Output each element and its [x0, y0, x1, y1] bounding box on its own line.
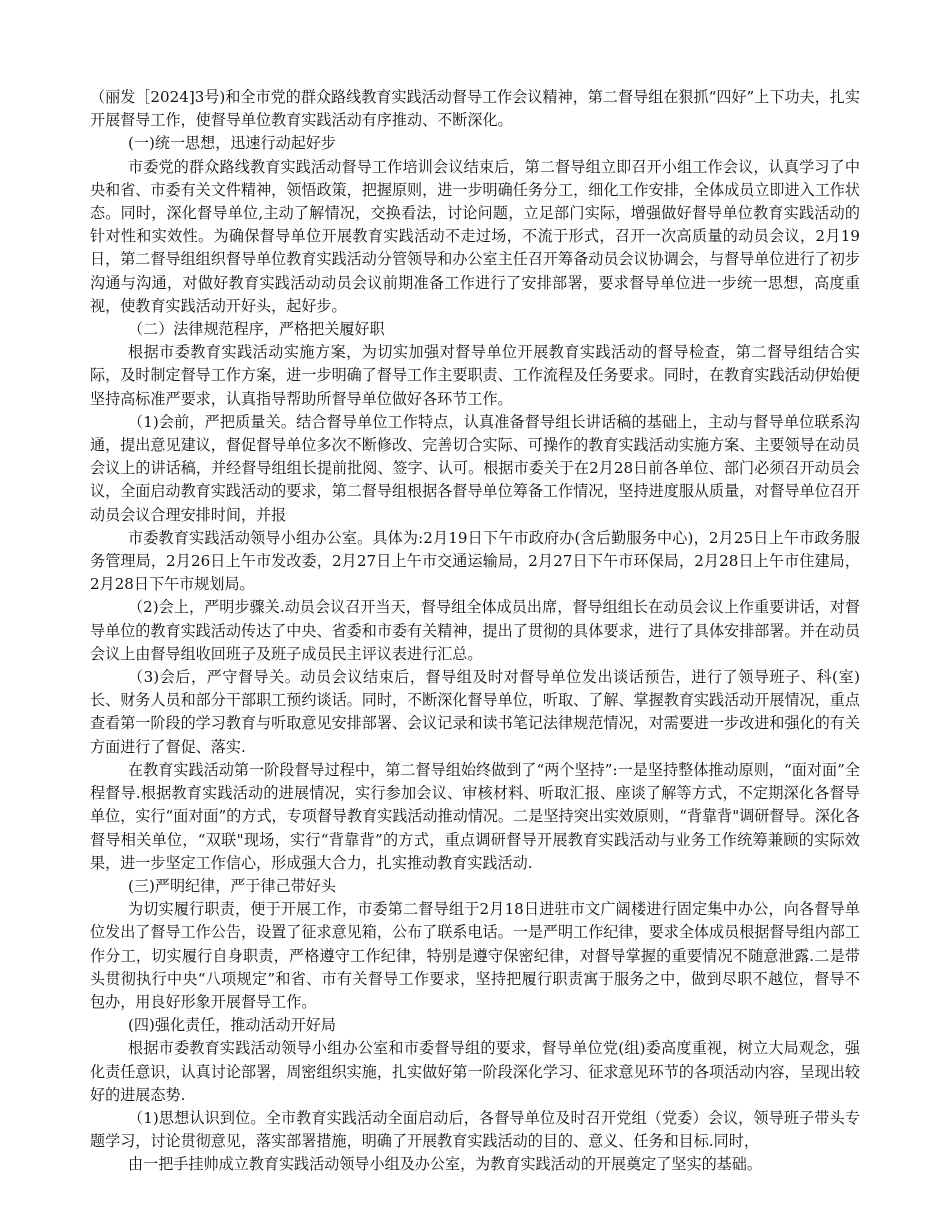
section-heading-1: (一)统一思想，迅速行动起好步	[128, 134, 336, 153]
paragraph: 根据市委教育实践活动实施方案，为切实加强对督导单位开展教育实践活动的督导检查，第二督导组结合实际，及时制定督导工作方案，进一步明确了督导工作主要职责、工作流程及任务要求。同时，在教育实践活动伊始便坚持高标准严要求，认真指导帮助所督导单位做好各环节工作。	[90, 343, 860, 408]
section-heading-2: （二）法律规范程序，严格把关履好职	[128, 320, 385, 339]
paragraph: （1)思想认识到位。全市教育实践活动全面启动后，各督导单位及时召开党组（党委）会议，领导班子带头专题学习，讨论贯彻意见，落实部署措施，明确了开展教育实践活动的目的、意义、任务和目标.同时，	[90, 1108, 860, 1151]
section-heading-3: (三)严明纪律，严于律己带好头	[128, 876, 336, 895]
paragraph: 为切实履行职责，便于开展工作，市委第二督导组于2月18日进驻市文广阔楼进行固定集中办公，向各督导单位发出了督导工作公告，设置了征求意见箱，公布了联系电话。一是严明工作纪律，要求全体成员根据督导组内部工作分工，切实履行自身职责，严格遵守工作纪律，特别是遵守保密纪律，对督导掌握的重要情况不随意泄露.二是带头贯彻执行中央“八项规定”和省、市有关督导工作要求，坚持把履行职责寓于服务之中，做到尽职不越位，督导不包办，用良好形象开展督导工作。	[90, 900, 860, 1011]
paragraph: 在教育实践活动第一阶段督导过程中，第二督导组始终做到了“两个坚持”:一是坚持整体推动原则，“面对面”全程督导.根据教育实践活动的进展情况，实行参加会议、审核材料、听取汇报、座谈了解等方式，不定期深化各督导单位，实行“面对面”的方式，专项督导教育实践活动推动情况。二是坚持突出实效原则，“背靠背"调研督导。深化各督导相关单位，“双联"现场，实行“背靠背”的方式，重点调研督导开展教育实践活动与业务工作统筹兼顾的实际效果，进一步坚定工作信心，形成强大合力，扎实推动教育实践活动.	[90, 760, 860, 872]
paragraph: （1)会前，严把质量关。结合督导单位工作特点，认真准备督导组长讲话稿的基础上，主动与督导单位联系沟通，提出意见建议，督促督导单位多次不断修改、完善切合实际、可操作的教育实践活动实施方案、主要领导在动员会议上的讲话稿，并经督导组组长提前批阅、签字、认可。根据市委关于在2月28日前各单位、部门必须召开动员会议，全面启动教育实践活动的要求，第二督导组根据各督导单位筹备工作情况，坚持进度服从质量，对督导单位召开动员会议合理安排时间，并报	[90, 412, 860, 524]
section-heading-4: (四)强化责任，推动活动开好局	[128, 1016, 336, 1035]
paragraph-intro: （丽发［2024]3号)和全市党的群众路线教育实践活动督导工作会议精神，第二督导组在狠抓“四好”上下功夫，扎实开展督导工作，使督导单位教育实践活动有序推动、不断深化。	[90, 88, 860, 130]
paragraph: 市委教育实践活动领导小组办公室。具体为:2月19日下午市政府办(含后勤服务中心)，2月25日上午市政务服务管理局，2月26日上午市发改委，2月27日上午市交通运输局，2月27日下午市环保局，2月28日上午市住建局，2月28日下午市规划局。	[90, 528, 860, 594]
paragraph: 市委党的群众路线教育实践活动督导工作培训会议结束后，第二督导组立即召开小组工作会议，认真学习了中央和省、市委有关文件精神，领悟政策，把握原则，进一步明确任务分工，细化工作安排，全体成员立即进入工作状态。同时，深化督导单位,主动了解情况，交换看法，讨论问题，立足部门实际，增强做好督导单位教育实践活动的针对性和实效性。为确保督导单位开展教育实践活动不走过场，不流于形式，召开一次高质量的动员会议，2月19日，第二督导组组织督导单位教育实践活动分管领导和办公室主任召开筹备动员会议协调会，与督导单位进行了初步沟通与沟通，对做好教育实践活动动员会议前期准备工作进行了安排部署，要求督导单位进一步统一思想，高度重视，使教育实践活动开好头，起好步。	[90, 157, 860, 315]
document-body	[90, 86, 860, 1177]
paragraph: （3)会后，严守督导关。动员会议结束后，督导组及时对督导单位发出谈话预告，进行了领导班子、科(室)长、财务人员和部分干部职工预约谈话。同时，不断深化督导单位，听取、了解、掌握教育实践活动开展情况，重点查看第一阶段的学习教育与听取意见安排部署、会议记录和读书笔记法律规范情况，对需要进一步改进和强化的有关方面进行了督促、落实.	[90, 668, 860, 756]
paragraph: 由一把手挂帅成立教育实践活动领导小组及办公室，为教育实践活动的开展奠定了坚实的基础。	[128, 1155, 762, 1174]
paragraph: 根据市委教育实践活动领导小组办公室和市委督导组的要求，督导单位党(组)委高度重视，树立大局观念，强化责任意识，认真讨论部署，周密组织实施，扎实做好第一阶段深化学习、征求意见环节的各项活动内容，呈现出较好的进展态势.	[90, 1039, 860, 1104]
paragraph: （2)会上，严明步骤关.动员会议召开当天，督导组全体成员出席，督导组组长在动员会议上作重要讲话，对督导单位的教育实践活动传达了中央、省委和市委有关精神，提出了贯彻的具体要求，进行了具体安排部署。并在动员会议上由督导组收回班子及班子成员民主评议表进行汇总。	[90, 598, 860, 663]
